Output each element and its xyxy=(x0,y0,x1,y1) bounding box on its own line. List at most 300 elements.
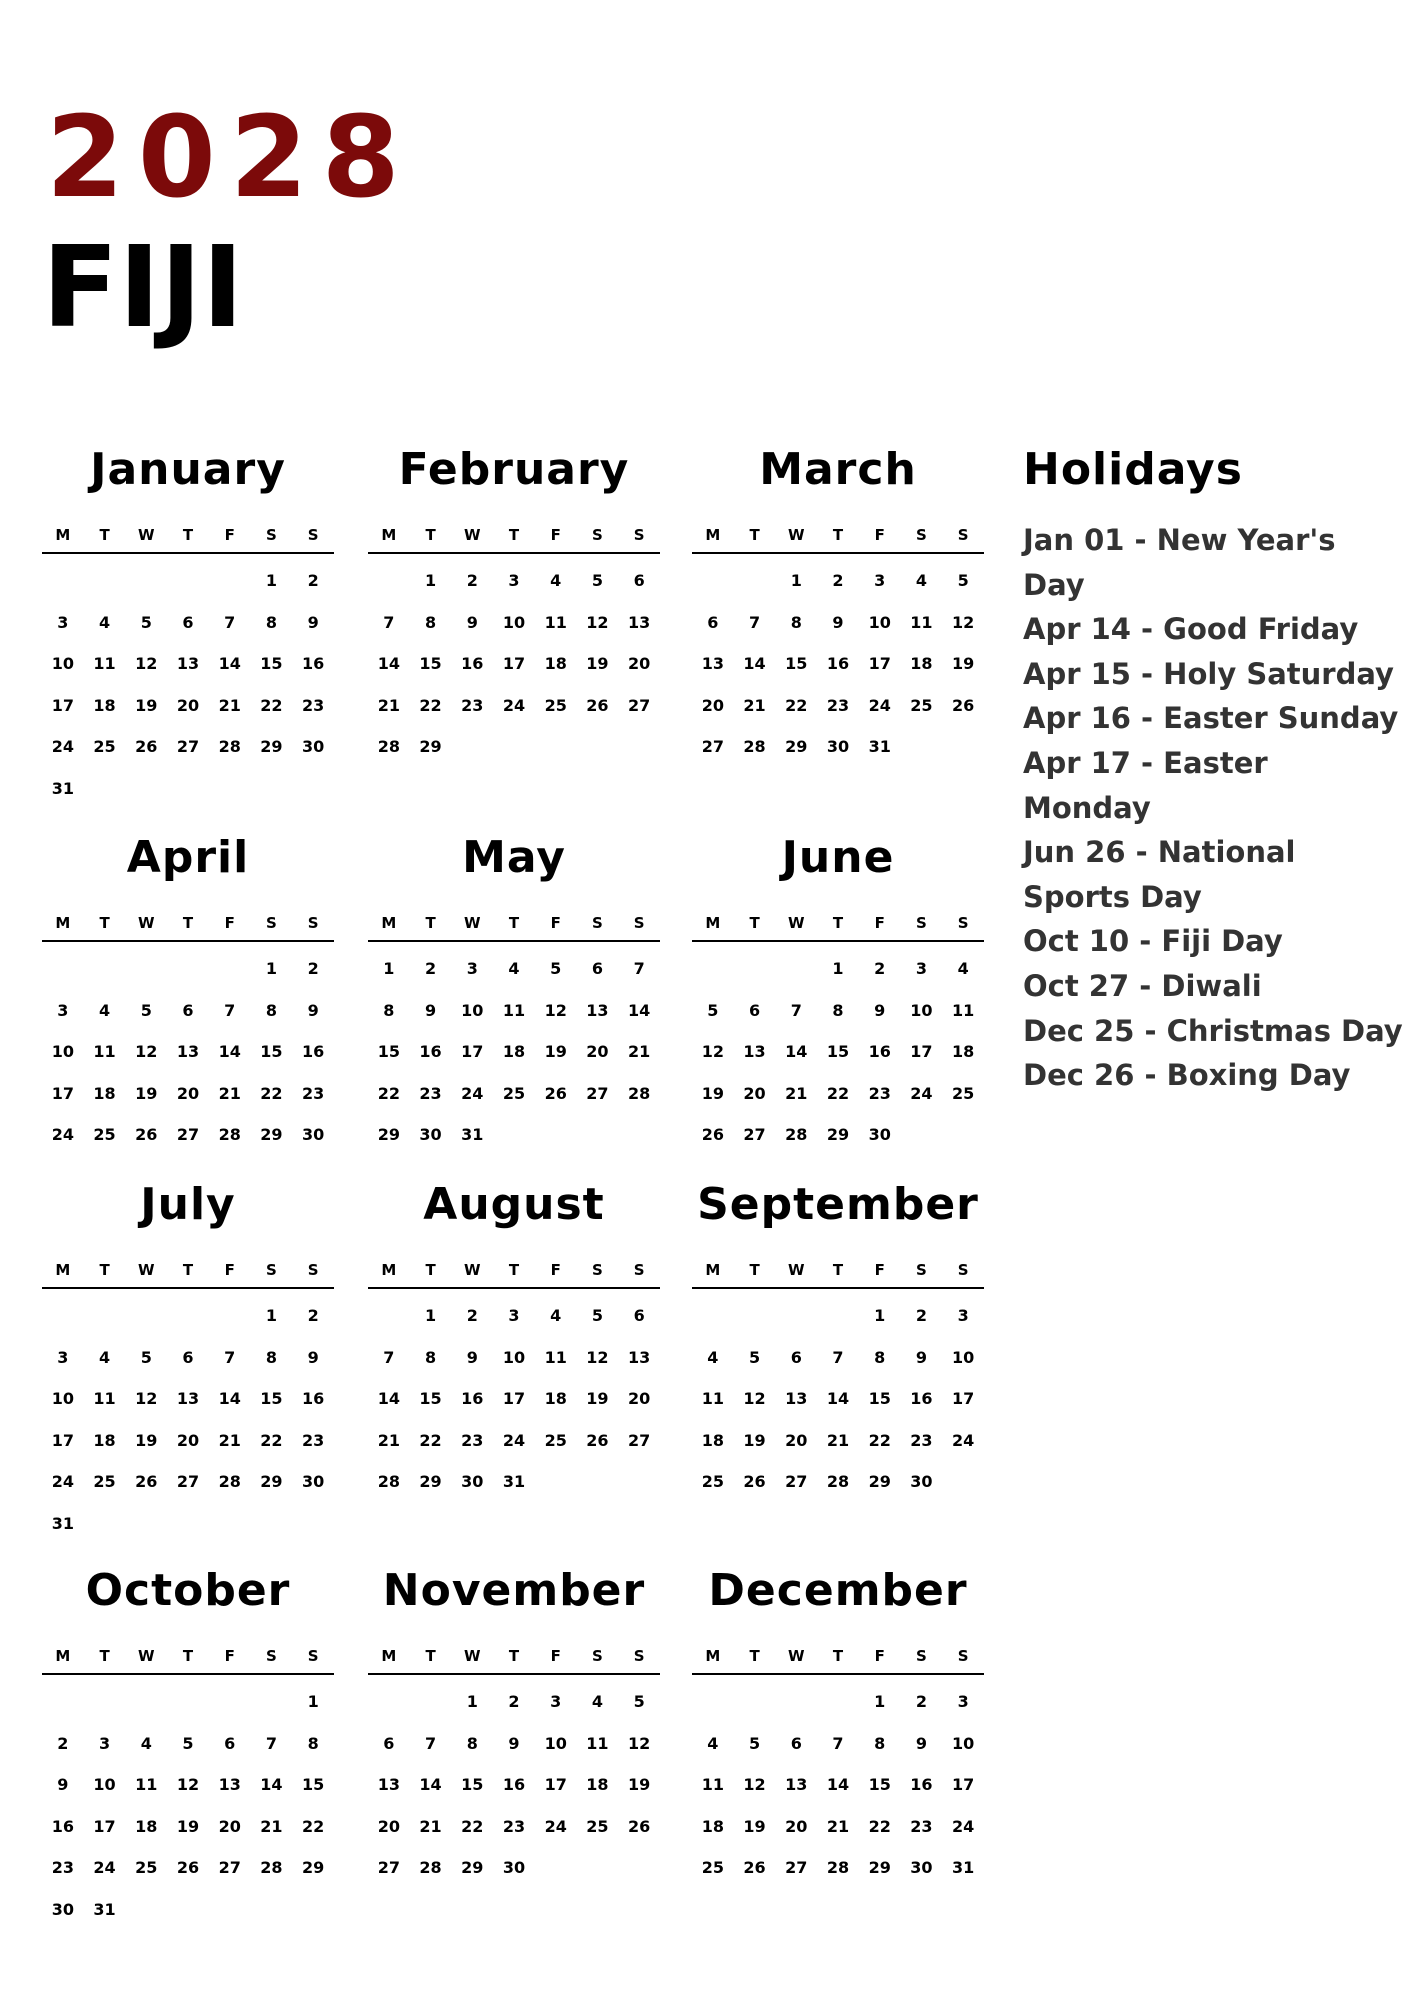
day-cell: 17 xyxy=(502,654,526,673)
day-cell: 25 xyxy=(952,1083,975,1103)
day-cell: 18 xyxy=(502,1042,526,1061)
day-cell: 21 xyxy=(826,1816,850,1836)
day-cell: 14 xyxy=(785,1042,808,1061)
day-cell: 31 xyxy=(952,1858,975,1877)
day-cell: 5 xyxy=(748,1347,761,1367)
day-cell: 22 xyxy=(260,695,283,715)
day-cell: 12 xyxy=(135,1042,158,1061)
holiday-item: Jun 26 - National Sports Day xyxy=(1023,835,1296,914)
empty-cell xyxy=(42,948,84,990)
weekday-label: S xyxy=(916,914,927,932)
day-cell: 20 xyxy=(785,1816,808,1836)
weekday-label: S xyxy=(633,526,645,544)
day-cell: 18 xyxy=(93,1083,116,1103)
month-february xyxy=(368,442,660,768)
day-cell: 10 xyxy=(544,1733,567,1753)
day-cell: 6 xyxy=(790,1347,802,1367)
day-cell: 6 xyxy=(383,1733,395,1753)
day-cell: 13 xyxy=(785,1389,808,1408)
day-cell: 8 xyxy=(383,1000,395,1020)
day-cell: 14 xyxy=(260,1775,283,1794)
empty-cell xyxy=(84,1295,126,1337)
weekday-label: W xyxy=(464,914,481,932)
month-name: July xyxy=(140,1179,236,1230)
day-cell: 12 xyxy=(135,654,158,673)
day-cell: 24 xyxy=(461,1083,484,1103)
day-cell: 19 xyxy=(586,654,609,673)
holiday-item: Apr 16 - Easter Sunday xyxy=(1023,701,1399,736)
day-cell: 19 xyxy=(176,1816,200,1836)
day-cell: 21 xyxy=(218,695,241,715)
day-cell: 28 xyxy=(218,1472,241,1491)
day-cell: 4 xyxy=(98,612,111,632)
day-cell: 25 xyxy=(586,1816,609,1836)
day-cell: 13 xyxy=(628,612,651,632)
day-cell: 28 xyxy=(218,737,241,756)
day-cell: 11 xyxy=(544,612,567,632)
day-cell: 30 xyxy=(868,1125,891,1144)
day-cell: 25 xyxy=(93,1125,116,1144)
day-cell: 14 xyxy=(826,1775,850,1794)
day-cell: 28 xyxy=(826,1472,850,1491)
weekday-label: W xyxy=(788,914,805,932)
empty-cell xyxy=(167,948,209,990)
day-cell: 14 xyxy=(377,1389,400,1408)
day-cell: 19 xyxy=(135,695,158,715)
month-grid xyxy=(692,908,984,1156)
month-name: June xyxy=(781,832,895,883)
day-cell: 10 xyxy=(51,1389,74,1408)
day-cell: 18 xyxy=(544,1389,567,1408)
weekday-label: F xyxy=(224,1647,235,1665)
day-cell: 19 xyxy=(628,1775,651,1794)
day-cell: 24 xyxy=(544,1816,567,1836)
day-cell: 24 xyxy=(952,1430,975,1450)
day-cell: 10 xyxy=(868,612,891,632)
empty-cell xyxy=(692,560,734,602)
day-cell: 29 xyxy=(302,1858,325,1877)
day-cells xyxy=(42,560,334,809)
day-cell: 24 xyxy=(910,1083,933,1103)
weekday-label: T xyxy=(749,1647,760,1665)
weekday-label: W xyxy=(138,1261,155,1279)
weekday-label: W xyxy=(464,526,481,544)
month-march xyxy=(692,442,984,768)
month-grid xyxy=(42,1255,334,1544)
month-january xyxy=(42,442,334,809)
day-cell: 24 xyxy=(952,1816,975,1836)
weekday-label: S xyxy=(592,1261,603,1279)
day-cell: 26 xyxy=(743,1472,766,1491)
weekday-label: S xyxy=(307,914,319,932)
day-cell: 5 xyxy=(140,612,152,632)
day-cell: 16 xyxy=(302,654,325,673)
day-cell: 1 xyxy=(424,1306,437,1325)
day-cell: 25 xyxy=(502,1083,526,1103)
weekday-label: F xyxy=(874,526,885,544)
month-november xyxy=(368,1563,660,1889)
day-cell: 10 xyxy=(910,1000,933,1020)
day-cell: 10 xyxy=(952,1733,975,1753)
day-cells xyxy=(692,948,984,1156)
day-cell: 8 xyxy=(424,1347,437,1367)
holiday-item: Dec 25 - Christmas Day xyxy=(1023,1013,1403,1048)
day-cell: 13 xyxy=(785,1775,808,1794)
day-cell: 14 xyxy=(218,654,241,673)
day-cell: 4 xyxy=(591,1692,603,1711)
day-cell: 2 xyxy=(466,1306,478,1325)
day-cell: 26 xyxy=(743,1858,766,1877)
empty-cell xyxy=(84,1681,126,1723)
holiday-list xyxy=(1023,518,1403,1098)
weekday-label: T xyxy=(182,914,194,932)
day-cell: 10 xyxy=(502,1347,526,1367)
day-cell: 22 xyxy=(868,1430,891,1450)
day-cell: 2 xyxy=(307,1306,319,1325)
day-cell: 6 xyxy=(748,1000,761,1020)
day-cell: 18 xyxy=(135,1816,158,1836)
day-cell: 27 xyxy=(785,1472,808,1491)
day-cell: 13 xyxy=(628,1347,651,1367)
empty-cell xyxy=(42,1295,84,1337)
country-title: FIJI xyxy=(42,223,244,353)
day-cell: 1 xyxy=(307,1692,319,1711)
day-cell: 5 xyxy=(748,1733,761,1753)
day-cell: 21 xyxy=(218,1430,241,1450)
day-cell: 20 xyxy=(628,1389,651,1408)
day-cell: 29 xyxy=(868,1472,891,1491)
day-cell: 13 xyxy=(218,1775,241,1794)
weekday-header-row xyxy=(368,1641,660,1675)
month-july xyxy=(42,1177,334,1544)
day-cell: 17 xyxy=(868,654,891,673)
empty-cell xyxy=(209,948,251,990)
day-cell: 7 xyxy=(633,959,645,978)
day-cell: 9 xyxy=(466,612,478,632)
weekday-label: S xyxy=(957,526,969,544)
day-cell: 21 xyxy=(218,1083,241,1103)
day-cell: 27 xyxy=(701,737,724,756)
day-cell: 8 xyxy=(466,1733,478,1753)
day-cell: 20 xyxy=(176,1083,200,1103)
month-name: February xyxy=(398,444,630,495)
day-cells xyxy=(368,1295,660,1503)
day-cell: 8 xyxy=(874,1733,886,1753)
day-cell: 3 xyxy=(508,571,520,590)
weekday-label: F xyxy=(874,914,885,932)
empty-cell xyxy=(209,1681,251,1723)
day-cell: 17 xyxy=(51,1083,74,1103)
day-cell: 26 xyxy=(544,1083,567,1103)
weekday-label: S xyxy=(957,1261,969,1279)
month-name: December xyxy=(708,1565,968,1616)
day-cell: 21 xyxy=(260,1816,283,1836)
empty-cell xyxy=(368,1681,410,1723)
weekday-label: T xyxy=(508,1647,520,1665)
day-cell: 7 xyxy=(424,1733,437,1753)
day-cell: 13 xyxy=(176,1042,200,1061)
weekday-label: F xyxy=(550,914,561,932)
empty-cell xyxy=(368,1295,410,1337)
day-cell: 16 xyxy=(502,1775,526,1794)
day-cells xyxy=(42,1295,334,1544)
day-cell: 6 xyxy=(224,1733,236,1753)
day-cell: 25 xyxy=(544,695,567,715)
empty-cell xyxy=(817,1295,859,1337)
day-cell: 15 xyxy=(868,1389,891,1408)
empty-cell xyxy=(84,560,126,602)
day-cell: 29 xyxy=(260,1472,283,1491)
day-cell: 22 xyxy=(461,1816,484,1836)
day-cell: 11 xyxy=(93,1042,116,1061)
day-cell: 17 xyxy=(544,1775,567,1794)
day-cell: 18 xyxy=(701,1430,724,1450)
day-cell: 23 xyxy=(302,695,325,715)
day-cell: 6 xyxy=(707,612,719,632)
day-cell: 21 xyxy=(785,1083,808,1103)
day-cell: 26 xyxy=(952,695,975,715)
weekday-label: T xyxy=(749,526,760,544)
day-cell: 2 xyxy=(832,571,844,590)
weekday-label: M xyxy=(381,526,397,544)
day-cell: 20 xyxy=(743,1083,766,1103)
day-cell: 10 xyxy=(93,1775,116,1794)
weekday-label: S xyxy=(307,1261,319,1279)
weekday-label: W xyxy=(138,914,155,932)
day-cell: 3 xyxy=(57,612,69,632)
day-cell: 8 xyxy=(265,612,277,632)
day-cell: 19 xyxy=(544,1042,567,1061)
day-cell: 17 xyxy=(51,695,74,715)
day-cell: 26 xyxy=(586,1430,609,1450)
day-cell: 29 xyxy=(868,1858,891,1877)
day-cell: 28 xyxy=(628,1083,651,1103)
month-name: January xyxy=(90,444,286,495)
day-cell: 15 xyxy=(419,654,442,673)
day-cell: 1 xyxy=(265,1306,277,1325)
day-cell: 24 xyxy=(93,1858,116,1877)
day-cell: 8 xyxy=(307,1733,319,1753)
day-cell: 10 xyxy=(51,1042,74,1061)
day-cell: 5 xyxy=(591,1306,603,1325)
day-cell: 3 xyxy=(550,1692,562,1711)
weekday-label: W xyxy=(788,1261,805,1279)
day-cell: 27 xyxy=(785,1858,808,1877)
day-cells xyxy=(368,1681,660,1889)
day-cell: 20 xyxy=(218,1816,241,1836)
month-grid xyxy=(368,1255,660,1503)
day-cell: 8 xyxy=(265,1347,277,1367)
weekday-label: M xyxy=(381,1647,397,1665)
day-cell: 30 xyxy=(461,1472,484,1491)
day-cell: 11 xyxy=(544,1347,567,1367)
day-cell: 13 xyxy=(743,1042,766,1061)
day-cell: 21 xyxy=(377,1430,400,1450)
day-cell: 17 xyxy=(952,1775,975,1794)
day-cell: 5 xyxy=(707,1000,719,1020)
day-cell: 6 xyxy=(182,1000,194,1020)
day-cells xyxy=(692,1295,984,1503)
day-cell: 27 xyxy=(743,1125,766,1144)
day-cell: 18 xyxy=(952,1042,975,1061)
day-cell: 3 xyxy=(957,1692,969,1711)
weekday-label: T xyxy=(99,526,110,544)
weekday-label: T xyxy=(99,1261,110,1279)
day-cell: 9 xyxy=(57,1775,69,1794)
day-cell: 6 xyxy=(182,612,194,632)
day-cell: 21 xyxy=(419,1816,442,1836)
day-cell: 26 xyxy=(628,1816,651,1836)
weekday-label: F xyxy=(224,1261,235,1279)
weekday-label: M xyxy=(381,914,397,932)
month-name: October xyxy=(85,1565,291,1616)
day-cell: 22 xyxy=(419,1430,442,1450)
empty-cell xyxy=(209,560,251,602)
empty-cell xyxy=(410,1681,452,1723)
day-cell: 11 xyxy=(93,654,116,673)
day-cell: 23 xyxy=(910,1430,933,1450)
day-cell: 15 xyxy=(302,1775,325,1794)
weekday-label: S xyxy=(916,1261,927,1279)
day-cell: 9 xyxy=(874,1000,886,1020)
weekday-label: F xyxy=(874,1647,885,1665)
day-cell: 14 xyxy=(218,1389,241,1408)
day-cell: 13 xyxy=(377,1775,400,1794)
day-cell: 31 xyxy=(93,1899,116,1919)
day-cell: 19 xyxy=(743,1816,766,1836)
month-june xyxy=(692,830,984,1156)
empty-cell xyxy=(734,948,776,990)
day-cell: 30 xyxy=(910,1472,933,1491)
day-cell: 22 xyxy=(302,1816,325,1836)
day-cell: 22 xyxy=(260,1430,283,1450)
day-cell: 29 xyxy=(377,1125,400,1144)
day-cell: 3 xyxy=(466,959,478,978)
day-cell: 29 xyxy=(260,1125,283,1144)
day-cell: 23 xyxy=(51,1858,74,1877)
weekday-label: F xyxy=(550,1261,561,1279)
day-cell: 23 xyxy=(302,1083,325,1103)
day-cell: 2 xyxy=(915,1306,927,1325)
day-cell: 9 xyxy=(307,1347,319,1367)
day-cell: 12 xyxy=(135,1389,158,1408)
day-cell: 30 xyxy=(419,1125,442,1144)
weekday-label: W xyxy=(788,526,805,544)
weekday-header-row xyxy=(368,520,660,554)
empty-cell xyxy=(734,1295,776,1337)
month-october xyxy=(42,1563,334,1930)
weekday-label: W xyxy=(138,526,155,544)
day-cell: 6 xyxy=(182,1347,194,1367)
day-cell: 15 xyxy=(868,1775,891,1794)
weekday-label: W xyxy=(138,1647,155,1665)
day-cell: 2 xyxy=(307,959,319,978)
day-cell: 27 xyxy=(628,695,651,715)
day-cell: 25 xyxy=(701,1858,724,1877)
day-cell: 24 xyxy=(51,1125,74,1144)
day-cell: 28 xyxy=(743,737,766,756)
day-cell: 9 xyxy=(915,1347,927,1367)
day-cell: 8 xyxy=(832,1000,844,1020)
day-cell: 27 xyxy=(586,1083,609,1103)
day-cell: 29 xyxy=(419,1472,442,1491)
weekday-label: M xyxy=(705,914,721,932)
month-august xyxy=(368,1177,660,1503)
weekday-label: S xyxy=(266,526,277,544)
weekday-header-row xyxy=(42,520,334,554)
day-cell: 21 xyxy=(377,695,400,715)
weekday-label: T xyxy=(182,1647,194,1665)
empty-cell xyxy=(42,560,84,602)
day-cell: 29 xyxy=(461,1858,484,1877)
day-cell: 2 xyxy=(915,1692,927,1711)
day-cell: 25 xyxy=(93,737,116,756)
day-cell: 27 xyxy=(176,1472,200,1491)
day-cell: 11 xyxy=(586,1733,609,1753)
day-cell: 7 xyxy=(265,1733,277,1753)
empty-cell xyxy=(125,1681,167,1723)
day-cell: 20 xyxy=(586,1042,609,1061)
month-name: September xyxy=(697,1179,979,1230)
day-cells xyxy=(368,948,660,1156)
day-cell: 12 xyxy=(743,1775,766,1794)
day-cell: 4 xyxy=(98,1347,111,1367)
day-cell: 1 xyxy=(424,571,437,590)
day-cell: 15 xyxy=(419,1389,442,1408)
day-cell: 10 xyxy=(502,612,526,632)
day-cell: 7 xyxy=(748,612,761,632)
day-cell: 1 xyxy=(466,1692,478,1711)
day-cell: 24 xyxy=(51,737,74,756)
day-cell: 20 xyxy=(377,1816,400,1836)
day-cell: 12 xyxy=(586,1347,609,1367)
day-cell: 22 xyxy=(868,1816,891,1836)
day-cell: 16 xyxy=(302,1042,325,1061)
day-cell: 28 xyxy=(377,1472,400,1491)
day-cells xyxy=(692,560,984,768)
day-cell: 13 xyxy=(701,654,724,673)
day-cell: 16 xyxy=(868,1042,891,1061)
weekday-header-row xyxy=(368,908,660,942)
weekday-label: T xyxy=(425,526,436,544)
day-cell: 28 xyxy=(826,1858,850,1877)
day-cell: 12 xyxy=(743,1389,766,1408)
weekday-label: T xyxy=(832,1261,844,1279)
day-cell: 10 xyxy=(51,654,74,673)
holidays-panel xyxy=(1023,442,1403,1098)
month-april xyxy=(42,830,334,1156)
day-cell: 30 xyxy=(302,737,325,756)
weekday-label: M xyxy=(705,1647,721,1665)
day-cell: 28 xyxy=(785,1125,808,1144)
weekday-label: M xyxy=(55,1261,71,1279)
day-cell: 15 xyxy=(826,1042,850,1061)
day-cell: 2 xyxy=(874,959,886,978)
day-cell: 4 xyxy=(98,1000,111,1020)
day-cell: 17 xyxy=(952,1389,975,1408)
day-cell: 27 xyxy=(628,1430,651,1450)
day-cell: 23 xyxy=(868,1083,891,1103)
day-cell: 20 xyxy=(628,654,651,673)
day-cell: 12 xyxy=(701,1042,724,1061)
day-cell: 9 xyxy=(832,612,844,632)
month-name: March xyxy=(759,444,917,495)
day-cell: 2 xyxy=(57,1733,69,1753)
weekday-label: T xyxy=(425,914,436,932)
weekday-label: M xyxy=(705,1261,721,1279)
day-cell: 7 xyxy=(383,612,395,632)
weekday-label: S xyxy=(633,1261,645,1279)
